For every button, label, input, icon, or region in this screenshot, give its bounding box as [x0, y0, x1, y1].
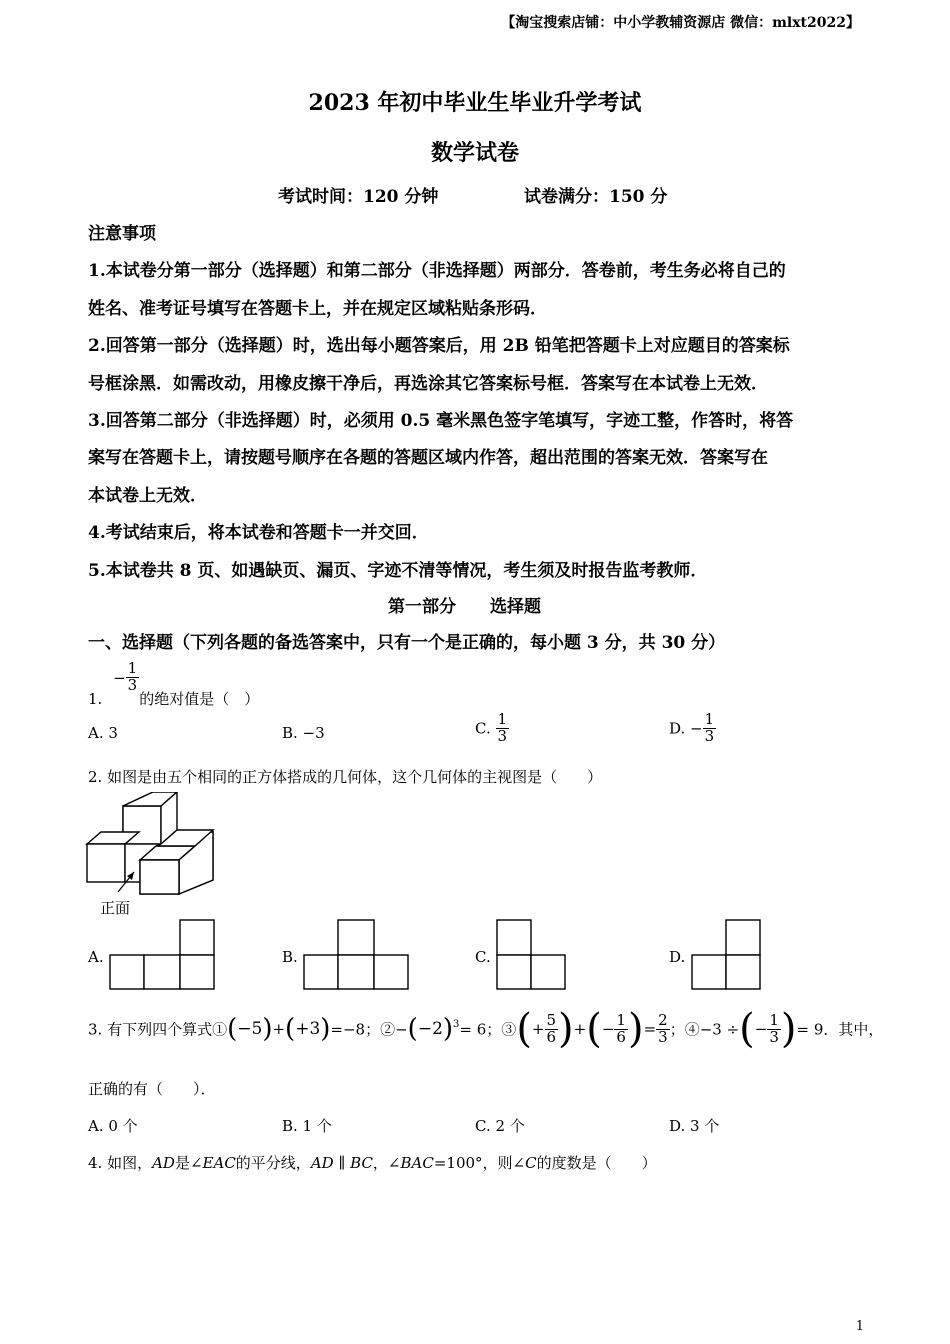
- option-c: C. 2 个: [475, 1117, 525, 1135]
- fraction: $\frac{1}{6}$: [616, 1010, 626, 1046]
- question-4: 4. 如图，AD是∠EAC的平分线，AD ∥ BC，∠BAC=100°，则∠C的度数是（ ）: [88, 1154, 657, 1172]
- page-number: 1: [855, 1319, 864, 1334]
- part-heading: 第一部分 选择题: [388, 597, 541, 617]
- note-line: 4.考试结束后，将本试卷和答题卡一并交回．: [88, 523, 429, 543]
- option-b: B. 1 个: [282, 1117, 332, 1135]
- option-d: D.: [669, 948, 686, 966]
- note-line: 本试卷上无效．: [88, 486, 207, 506]
- option-b-view: [302, 918, 412, 992]
- fraction: $\frac{1}{3}$: [769, 1010, 779, 1046]
- header-banner: 【淘宝搜索店铺：中小学教辅资源店 微信：mlxt2022】: [501, 15, 860, 31]
- note-line: 2.回答第一部分（选择题）时，选出每小题答案后，用 2B 铅笔把答题卡上对应题目的答案标: [88, 336, 790, 356]
- fraction: $\frac{1}{3}$: [704, 710, 715, 745]
- option-a: A.: [88, 948, 104, 966]
- option-c: C. $\frac{1}{3}$: [475, 710, 508, 745]
- question-1: 1. − $\frac{1}{3}$ 的绝对值是（ ）: [88, 659, 260, 708]
- option-c: C.: [475, 948, 491, 966]
- note-line: 姓名、准考证号填写在答题卡上，并在规定区域粘贴条形码．: [88, 299, 547, 319]
- note-line: 1.本试卷分第一部分（选择题）和第二部分（非选择题）两部分．答卷前，考生务必将自己的: [88, 261, 786, 281]
- fraction: $\frac{2}{3}$: [658, 1010, 668, 1046]
- option-b: B.: [282, 948, 298, 966]
- note-line: 案写在答题卡上，请按题号顺序在各题的答题区域内作答，超出范围的答案无效．答案写在: [88, 448, 768, 468]
- option-a: A. 0 个: [88, 1117, 138, 1135]
- question-3-line2: 正确的有（ ）．: [88, 1080, 216, 1098]
- fraction: $\frac{1}{3}$: [127, 659, 138, 694]
- option-a: A. 3: [88, 724, 118, 742]
- option-d-view: [690, 918, 766, 992]
- option-a-view: [108, 918, 218, 992]
- question-2: 2. 如图是由五个相同的正方体搭成的几何体，这个几何体的主视图是（ ）: [88, 768, 603, 786]
- full-score: 试卷满分：150 分: [524, 187, 668, 207]
- note-line: 5.本试卷共 8 页、如遇缺页、漏页、字迹不清等情况，考生须及时报告监考教师．: [88, 561, 708, 581]
- exam-subtitle: 数学试卷: [430, 140, 519, 166]
- note-line: 3.回答第二部分（非选择题）时，必须用 0.5 毫米黑色签字笔填写，字迹工整，作答时，将答: [88, 411, 794, 431]
- exam-title: 2023 年初中毕业生毕业升学考试: [308, 90, 642, 116]
- option-d: D. 3 个: [669, 1117, 720, 1135]
- question-number: 1.: [88, 689, 103, 708]
- option-d: D. − $\frac{1}{3}$: [669, 710, 715, 745]
- option-c-view: [495, 918, 571, 992]
- note-line: 号框涂黑．如需改动，用橡皮擦干净后，再选涂其它答案标号框．答案写在本试卷上无效．: [88, 374, 768, 394]
- fraction: $\frac{1}{3}$: [497, 710, 508, 745]
- section-heading: 一、选择题（下列各题的备选答案中，只有一个是正确的，每小题 3 分，共 30 分）: [88, 633, 726, 653]
- front-label: 正面: [100, 899, 131, 917]
- exam-time: 考试时间：120 分钟: [278, 187, 439, 207]
- notes-heading: 注意事项: [88, 224, 156, 244]
- question-3: 3. 有下列四个算式①(−5)+(+3)=−8；$②-(-2)^3= 6$；③(+ $\frac{5}{6}$ )+(− $\frac{1}{6}$ )= $\frac{2}{3}$ ；④−3 ÷(− $\frac{1}{3}$ )= 9．其中，: [88, 1006, 884, 1052]
- fraction: $\frac{5}{6}$: [546, 1010, 557, 1046]
- option-b: B. −3: [282, 724, 325, 742]
